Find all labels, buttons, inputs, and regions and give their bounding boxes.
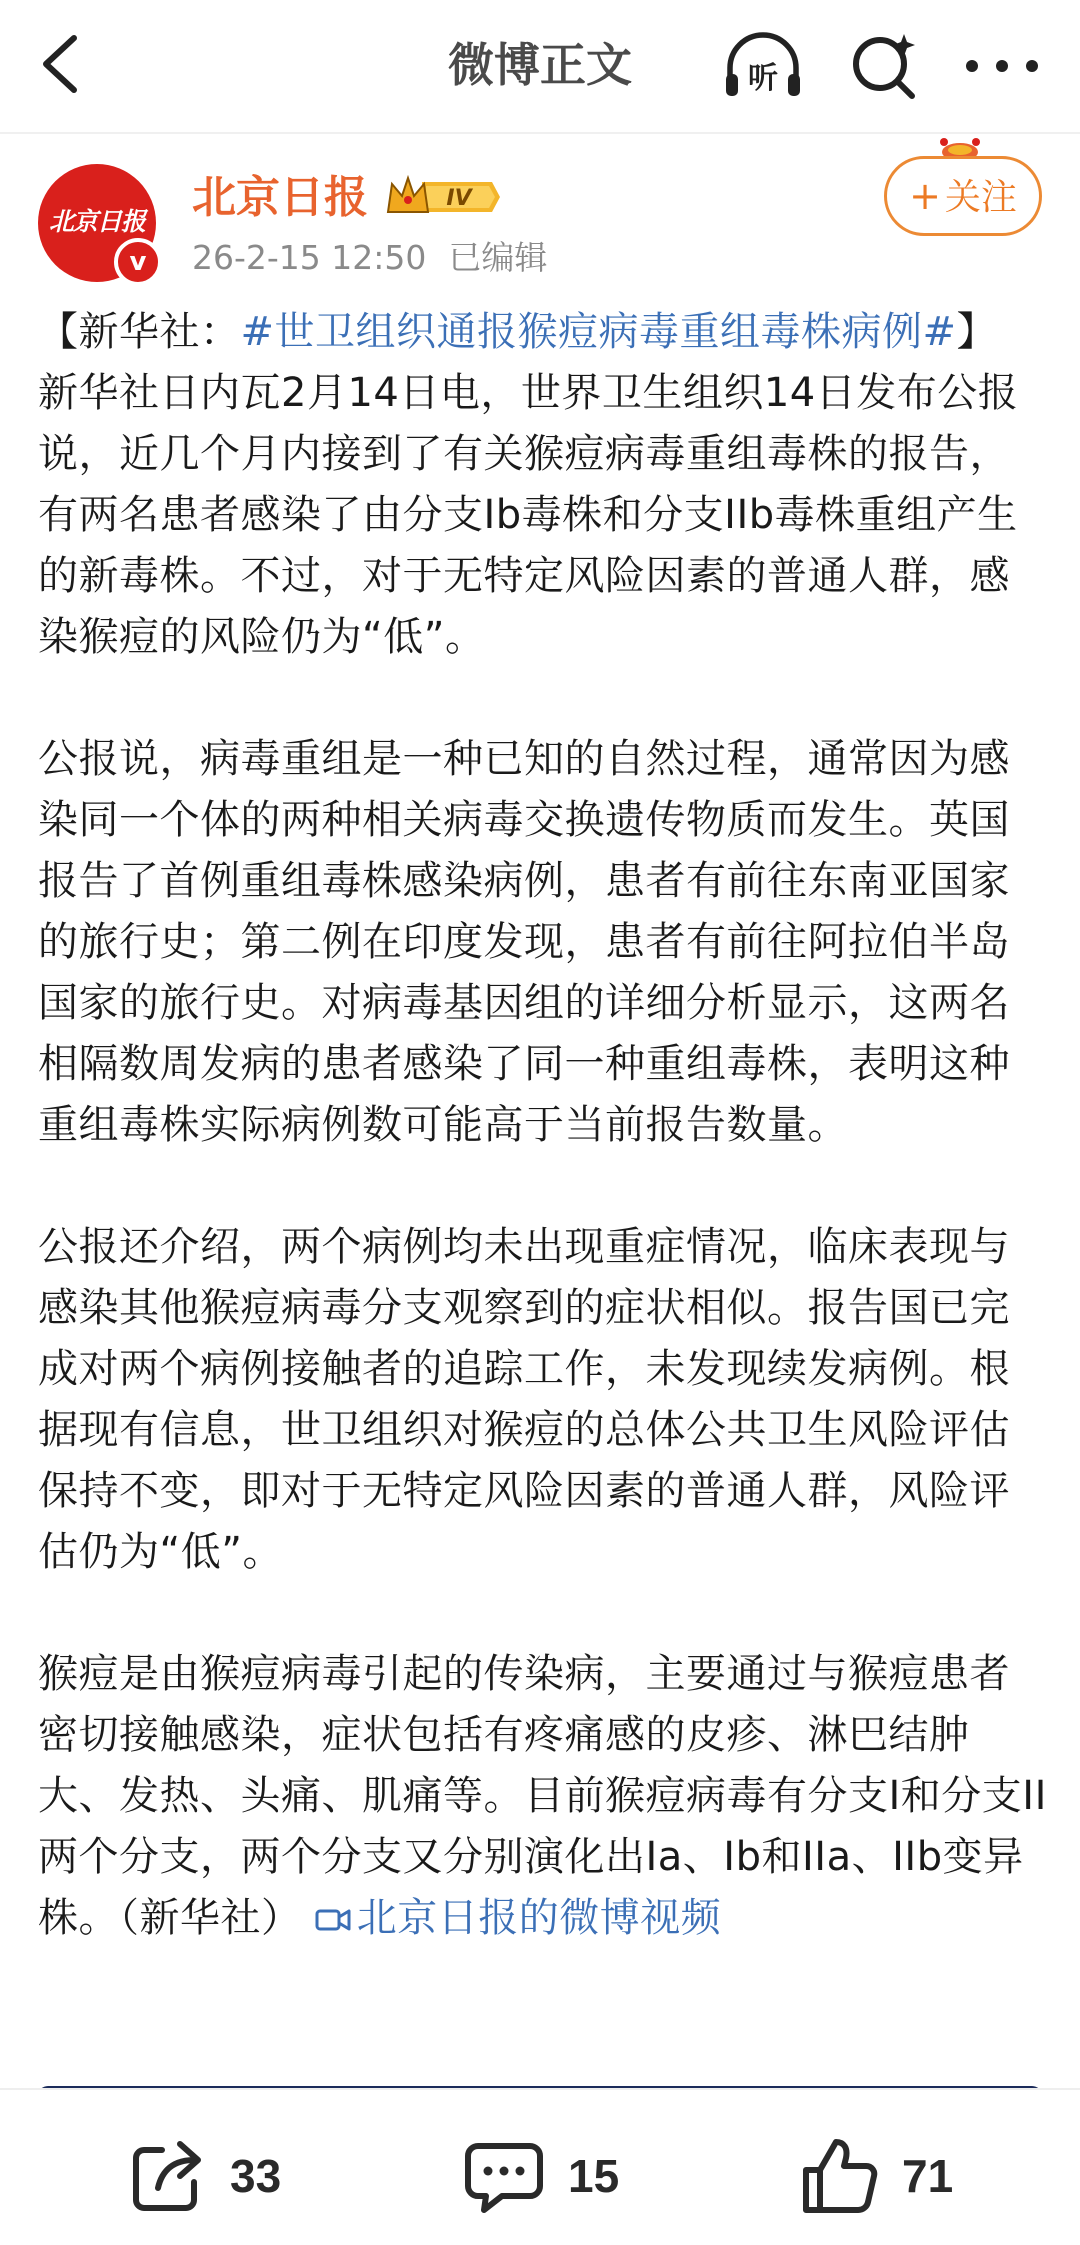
vip-level-text: IV <box>446 186 472 211</box>
comment-icon <box>462 2136 546 2216</box>
hashtag-link[interactable]: #世卫组织通报猴痘病毒重组毒株病例# <box>240 309 957 355</box>
post-paragraph-4-text: 猴痘是由猴痘病毒引起的传染病，主要通过与猴痘患者密切接触感染，症状包括有疼痛感的皮疹、淋巴结肿大、发热、头痛、肌痛等。目前猴痘病毒有分支I和分支II两个分支，两个分支又分别演化出Ia、Ib和IIa、IIb变异株。（新华社） <box>38 1651 1047 1941</box>
post-paragraph-1-text: 】 新华社日内瓦2月14日电，世界卫生组织14日发布公报说，近几个月内接到了有关猴痘病毒重组毒株的报告，有两名患者感染了由分支Ib毒株和分支IIb毒株重组产生的新毒株。不过，对于无特定风险因素的普通人群，感染猴痘的风险仍为“低”。 <box>38 309 1019 660</box>
plus-icon: + <box>909 174 941 218</box>
post-paragraph-2: 公报说，病毒重组是一种已知的自然过程，通常因为感染同一个体的两种相关病毒交换遗传物质而发生。英国报告了首例重组毒株感染病例，患者有前往东南亚国家的旅行史；第二例在印度发现，患者有前往阿拉伯半岛国家的旅行史。对病毒基因组的详细分析显示，这两名相隔数周发病的患者感染了同一种重组毒株，表明这种重组毒株实际病例数可能高于当前报告数量。 <box>38 736 1010 1148</box>
bottom-action-bar <box>0 2088 1080 2245</box>
post-meta <box>192 234 547 282</box>
avatar-logo-text: 北京日报 <box>48 207 145 236</box>
author-name[interactable]: 北京日报 <box>192 172 368 223</box>
follow-label: 关注 <box>944 177 1017 218</box>
listen-button[interactable] <box>718 28 808 104</box>
headphones-icon <box>718 28 808 104</box>
listen-label: 听 <box>748 61 778 96</box>
like-button[interactable] <box>800 2136 953 2216</box>
post-date: 26-2-15 12:50 <box>192 238 427 277</box>
post-paragraph-3: 公报还介绍，两个病例均未出现重症情况，临床表现与感染其他猴痘病毒分支观察到的症状相似。报告国已完成对两个病例接触者的追踪工作，未发现续发病例。根据现有信息，世卫组织对猴痘的总体公共卫生风险评估保持不变，即对于无特定风险因素的普通人群，风险评估仍为“低”。 <box>38 1224 1010 1575</box>
video-link[interactable] <box>315 1895 722 1941</box>
video-camera-icon <box>315 1905 351 1935</box>
post-content <box>38 302 1048 1949</box>
top-navigation-bar <box>0 0 1080 134</box>
post-paragraph-1 <box>38 302 1048 668</box>
post-paragraph-4 <box>38 1644 1048 1949</box>
more-dots-icon <box>960 34 1044 98</box>
search-button[interactable] <box>846 28 922 104</box>
post-prefix: 【新华社： <box>38 309 241 355</box>
follow-button[interactable] <box>884 156 1042 236</box>
share-count: 33 <box>230 2150 282 2202</box>
comment-button[interactable] <box>462 2136 619 2216</box>
more-button[interactable] <box>960 34 1044 98</box>
edited-label: 已编辑 <box>448 238 548 277</box>
search-sparkle-icon <box>846 28 922 104</box>
vip-crown-badge-icon <box>384 172 500 222</box>
verified-badge: v <box>114 238 162 286</box>
share-icon <box>128 2136 208 2216</box>
comment-count: 15 <box>568 2150 620 2202</box>
like-count: 71 <box>902 2150 954 2202</box>
thumbs-up-icon <box>800 2136 880 2216</box>
share-button[interactable] <box>128 2136 281 2216</box>
author-header <box>0 134 1080 294</box>
avatar[interactable] <box>38 164 156 282</box>
video-link-label: 北京日报的微博视频 <box>356 1895 722 1941</box>
page-title: 微博正文 <box>448 38 632 92</box>
